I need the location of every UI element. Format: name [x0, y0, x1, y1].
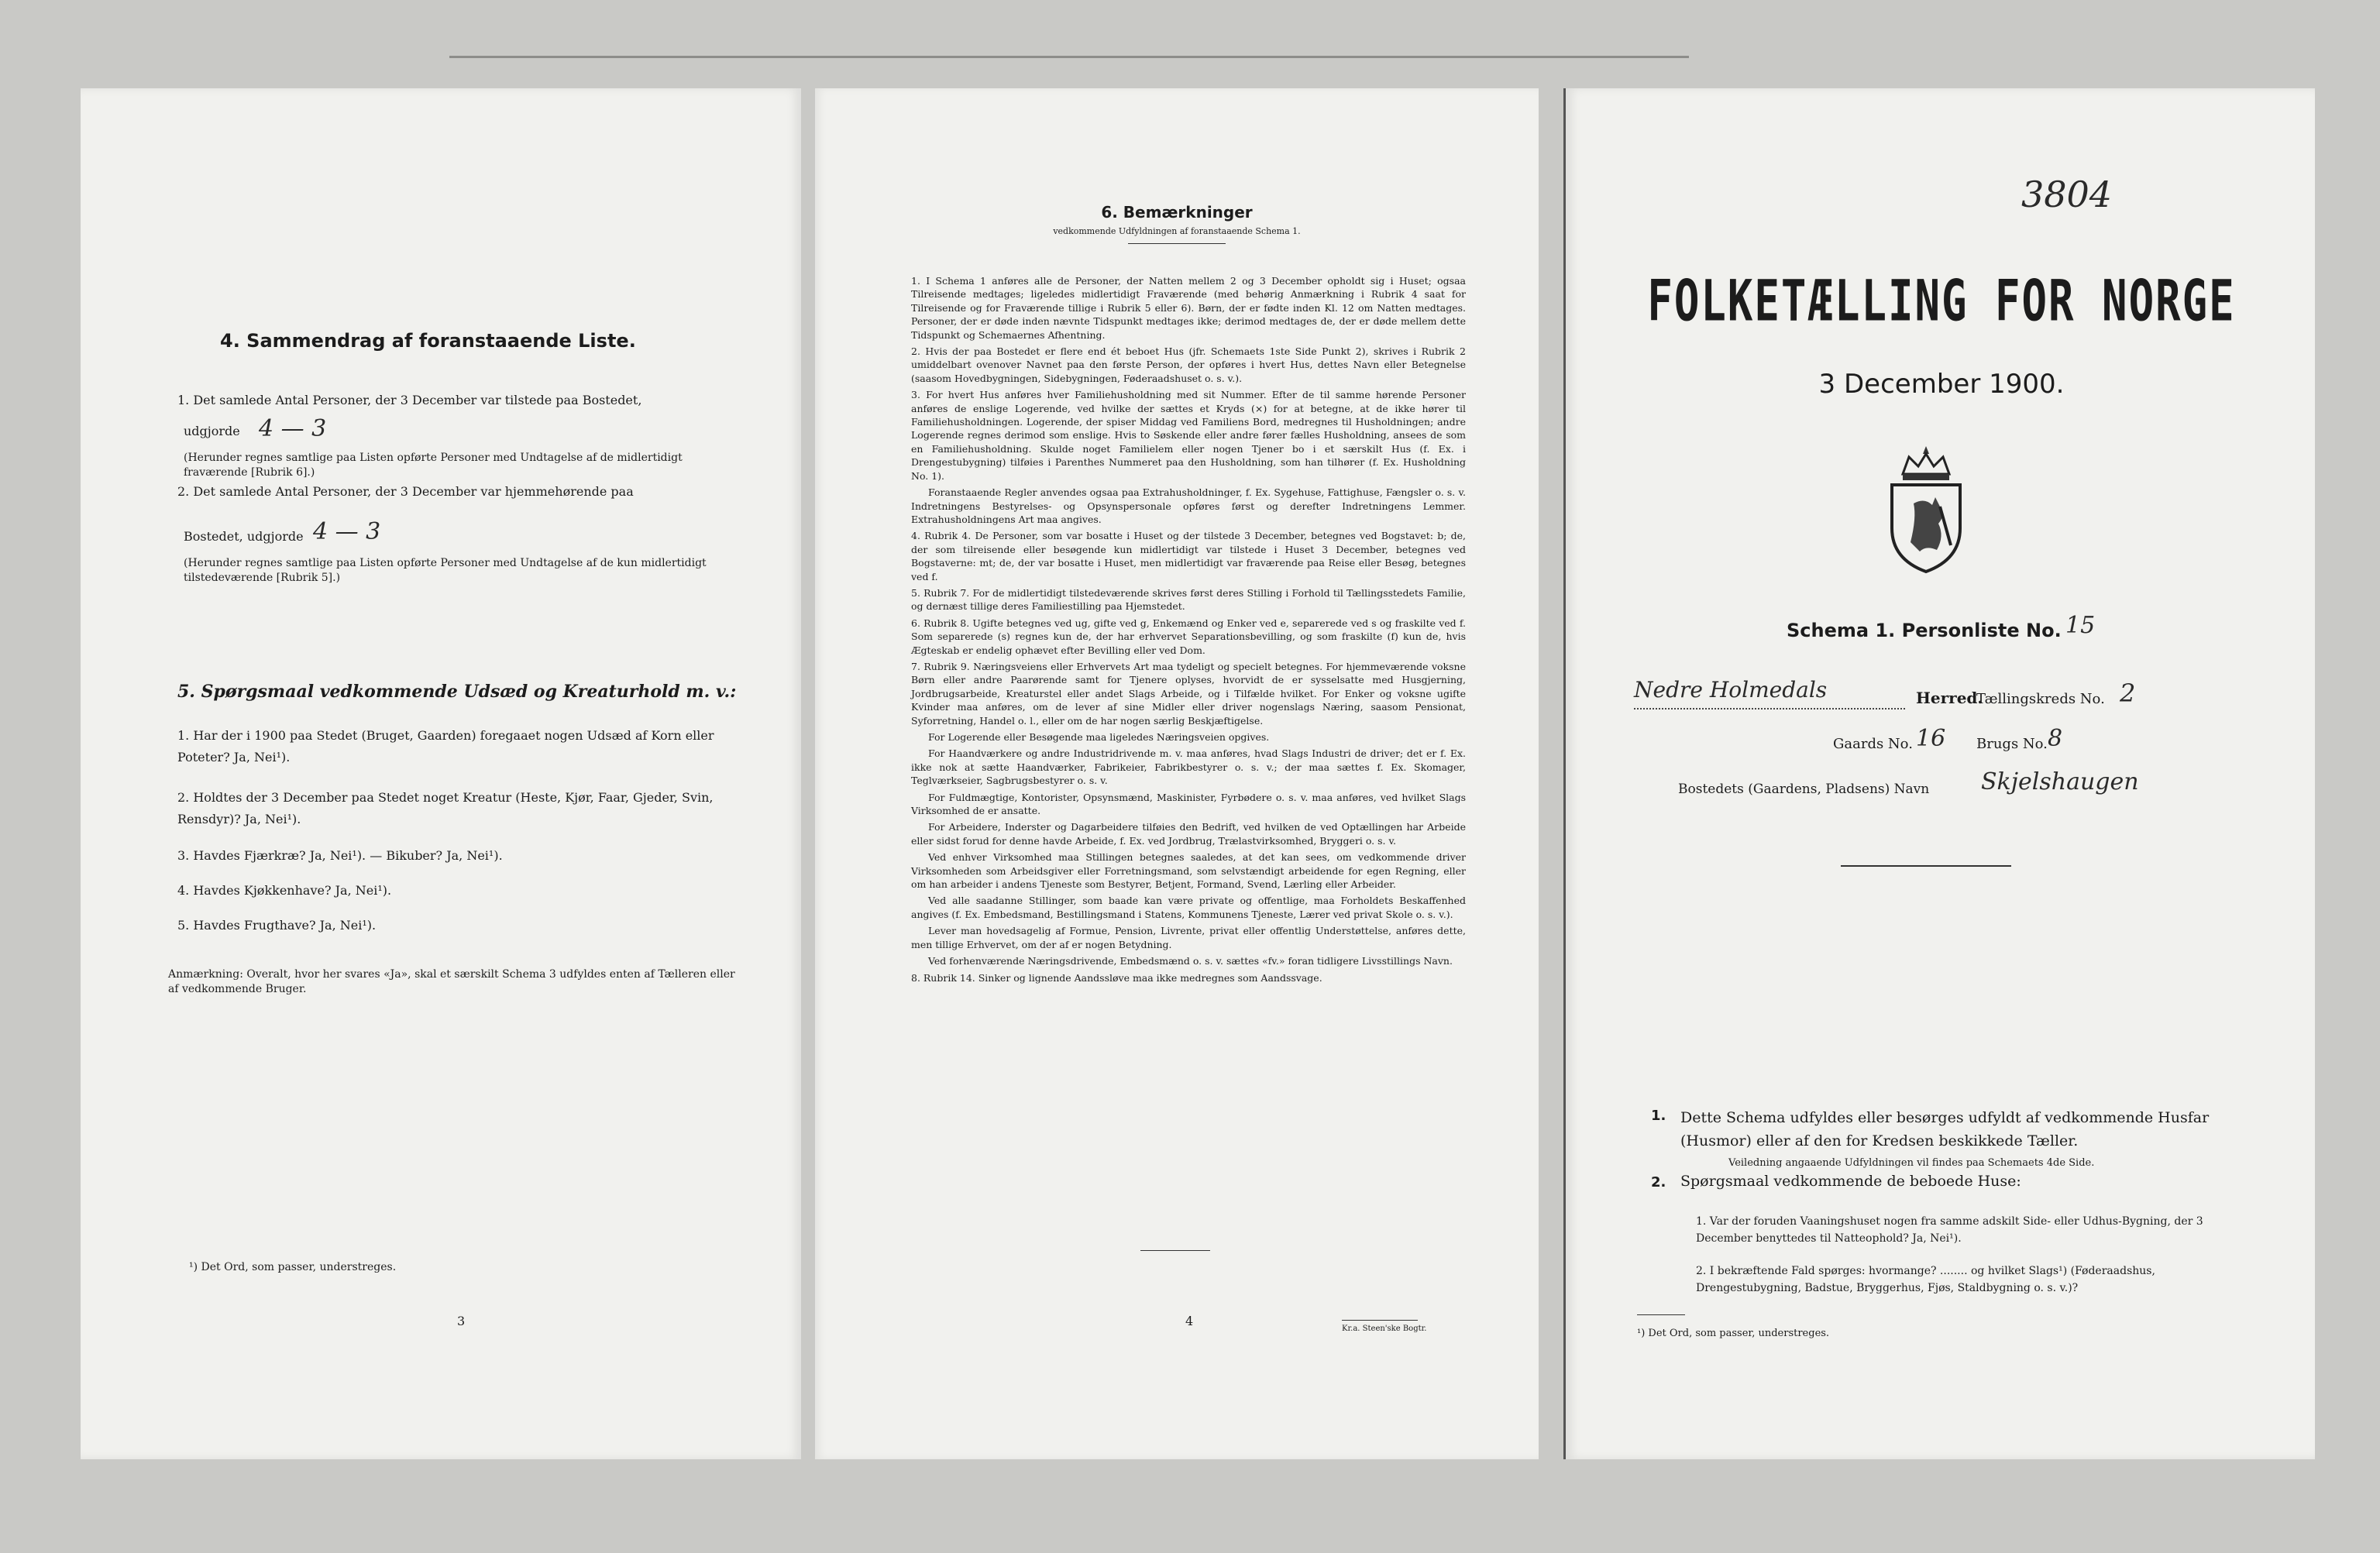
question-5: 5. Havdes Frugthave? Ja, Nei¹).: [177, 918, 377, 933]
printer-rule: [1342, 1320, 1418, 1321]
instr1-number: 1.: [1651, 1108, 1666, 1124]
kreds-value: 2: [2120, 679, 2136, 708]
question-1: 1. Har der i 1900 paa Stedet (Bruget, Gaarden) foregaaet nogen Udsæd af Korn eller Poteter? Ja, Nei¹).: [177, 728, 714, 764]
remark-paragraph: 1. I Schema 1 anføres alle de Personer, der Natten mellem 2 og 3 December opholdt sig i Huset; ogsaa Tilreisende medtages; ligeledes midlertidigt Fraværende (med behørig Anmærkning i Rubrik 4 saat for Tilreisende og for Fraværende tillige i Rubrik 5 eller 6). Børn, der er fødte inden Kl. 12 om Natten medtages. Personer, der er døde inden nævnte Tidspunkt medtages ikke; derimod medtages de, der er døde mellem dette Tidspunkt og Schemaernes Afhentning.: [911, 275, 1466, 341]
herred-line: [1634, 708, 1905, 710]
right-page: [1563, 88, 2315, 1459]
remark-paragraph: For Arbeidere, Inderster og Dagarbeidere tilføies den Bedrift, ved hvilken de ved Optællingen har Arbeide eller sidst forud for denne havde Arbeide, f. Ex. ved Jordbrug, Trælastvirksomhed, Bryggeri o. s. v.: [911, 821, 1466, 847]
herred-label: Herred.: [1916, 689, 1983, 707]
remark-paragraph: 4. Rubrik 4. De Personer, som var bosatte i Huset og der tilstede 3 December, betegnes ved Bogstavet: b; de, der som tilreisende eller besøgende kun midlertidigt var tilstede i Huset 3 December, betegnes ved Bogstaverne: mt; de, der var bosatte i Huset, men midlertidigt var fraværende paa Reise eller Besøg, betegnes ved f.: [911, 530, 1466, 582]
remark-paragraph: Ved enhver Virksomhed maa Stillingen betegnes saaledes, at det kan sees, om vedkommende driver Virksomheden som Arbeidsgiver eller Forretningsmand, som selvstændigt arbeidende for egen Regning, eller om han arbeider i andens Tjeneste som Bestyrer, Betjent, Formand, Svend, Lærling eller Arbeider.: [911, 851, 1466, 891]
footnote: ¹) Det Ord, som passer, understreges.: [1637, 1328, 1830, 1339]
remark-paragraph: Ved forhenværende Næringsdrivende, Embedsmænd o. s. v. sættes «fv.» foran tidligere Livsstillings Navn.: [928, 955, 1453, 967]
remark-paragraph: 2. Hvis der paa Bostedet er flere end ét beboet Hus (jfr. Schemaets 1ste Side Punkt 2), skrives i Rubrik 2 umiddelbart ovenover Navnet paa den første Person, der opføres i hvert Hus, dettes Navn eller Betegnelse (saasom Hovedbygningen, Sidebygningen, Føderaadshuset o. s. v.).: [911, 345, 1466, 384]
end-rule: [1140, 1250, 1210, 1251]
remarks-title: 6. Bemærkninger: [1101, 203, 1253, 222]
remark-paragraph: 8. Rubrik 14. Sinker og lignende Aandssløve maa ikke medregnes som Aandssvage.: [911, 971, 1322, 984]
footnote-rule: [1637, 1314, 1685, 1315]
section5-title: 5. Spørgsmaal vedkommende Udsæd og Kreaturhold m. v.:: [177, 682, 737, 702]
remark-paragraph: Lever man hovedsagelig af Formue, Pension, Livrente, privat eller offentlig Understøttelse, anføres dette, men tillige Erhvervet, om der af er nogen Betydning.: [911, 925, 1466, 950]
herred-value: Nedre Holmedals: [1634, 677, 1828, 703]
footnote: ¹) Det Ord, som passer, understreges.: [189, 1261, 397, 1273]
schema-label: Schema 1. Personliste No.: [1787, 620, 2062, 641]
instr2-number: 2.: [1651, 1174, 1666, 1191]
instr1-note: Veiledning angaaende Udfyldningen vil findes paa Schemaets 4de Side.: [1728, 1157, 2095, 1169]
instr2-text: Spørgsmaal vedkommende de beboede Huse:: [1680, 1173, 2021, 1190]
main-title: FOLKETÆLLING FOR NORGE: [1647, 268, 2236, 335]
title-rule: [1128, 243, 1226, 244]
remark-paragraph: 3. For hvert Hus anføres hver Familiehusholdning med sit Nummer. Efter de til samme hørende Personer anføres de enslige Logerende, ved hvilke der sættes et Kryds (×) for at betegne, at de ikke hører til Familiehusholdningen. Logerende, der spiser Middag ved Familiens Bord, medregnes til Husholdningen; andre Logerende regnes derimod som enslige. Hvis to Søskende eller andre fører fælles Husholdning, ansees de som en Familiehusholdning. Skulde noget Familielem eller nogen Tjener bo i et særskilt Hus (f. Ex. i Drengestubygning) tilføies i Parenthes Nummeret paa den Husholdning, som han tilhører (f. Ex. Husholdning No. 1).: [911, 389, 1466, 482]
remarks-list: [911, 274, 1466, 988]
page-number: 3: [457, 1314, 466, 1328]
left-page: [81, 88, 801, 1459]
scan-edge: [449, 56, 1689, 58]
question-sub1: 1. Var der foruden Vaaningshuset nogen fra samme adskilt Side- eller Udhus-Bygning, der 3 December benyttedes til Natteophold? Ja, Nei¹).: [1696, 1215, 2203, 1245]
kreds-label: Tællingskreds No.: [1976, 691, 2105, 707]
remark-paragraph: 6. Rubrik 8. Ugifte betegnes ved ug, gifte ved g, Enkemænd og Enker ved e, separerede ved s og fraskilte ved f. Som separerede (s) regnes kun de, der har erhvervet Separationsbevilling, og som fraskilte (f) kun de, hvis Ægteskab er endelig ophævet efter Bevilling eller ved Dom.: [911, 617, 1466, 656]
remark-paragraph: For Logerende eller Besøgende maa ligeledes Næringsveien opgives.: [928, 731, 1270, 743]
item2-line: 2. Det samlede Antal Personer, der 3 December var hjemmehørende paa: [177, 484, 634, 499]
item1-label: udgjorde: [184, 424, 240, 438]
brugs-label: Brugs No.: [1976, 736, 2048, 752]
remark-paragraph: Ved alle saadanne Stillinger, som baade kan være private og offentlige, maa Forholdets Beskaffenhed angives (f. Ex. Embedsmand, Bestillingsmand i Statens, Kommunens Tjeneste, Lærer ved privat Skole o. s. v.).: [911, 895, 1466, 920]
question-sub2: 2. I bekræftende Fald spørges: hvormange? ........ og hvilket Slags¹) (Føderaadshus, Drengestubygning, Badstue, Bryggerhus, Fjøs, Staldbygning o. s. v.)?: [1696, 1265, 2155, 1294]
item2-value: 4 — 3: [313, 518, 381, 545]
item1-value: 4 — 3: [259, 415, 327, 442]
printer-mark: Kr.a. Steen'ske Bogtr.: [1342, 1325, 1427, 1333]
coat-of-arms: [1880, 443, 1972, 575]
item2-label: Bostedet, udgjorde: [184, 529, 304, 544]
bosted-value: Skjelshaugen: [1981, 768, 2139, 795]
item1-note: (Herunder regnes samtlige paa Listen opførte Personer med Undtagelse af de midlertidigt fraværende [Rubrik 6].): [184, 452, 683, 479]
question-4: 4. Havdes Kjøkkenhave? Ja, Nei¹).: [177, 883, 392, 898]
annotation: Anmærkning: Overalt, hvor her svares «Ja», skal et særskilt Schema 3 udfyldes enten af Tælleren eller af vedkommende Bruger.: [168, 968, 735, 995]
instr1-text: Dette Schema udfyldes eller besørges udfyldt af vedkommende Husfar (Husmor) eller af den for Kredsen beskikkede Tæller.: [1680, 1109, 2210, 1149]
question-2: 2. Holdtes der 3 December paa Stedet noget Kreatur (Heste, Kjør, Faar, Gjeder, Svin, Rensdyr)? Ja, Nei¹).: [177, 790, 714, 826]
divider: [1841, 865, 2011, 867]
remark-paragraph: 5. Rubrik 7. For de midlertidigt tilstedeværende skrives først deres Stilling i Forhold til Tællingsstedets Familie, og dernæst tillige deres Familiestilling paa Hjemstedet.: [911, 586, 1466, 613]
question-3: 3. Havdes Fjærkræ? Ja, Nei¹). — Bikuber? Ja, Nei¹).: [177, 848, 503, 863]
section4-title: 4. Sammendrag af foranstaaende Liste.: [220, 330, 636, 352]
item2-note: (Herunder regnes samtlige paa Listen opførte Personer med Undtagelse af de kun midlertidigt tilstedeværende [Rubrik 5].): [184, 557, 707, 584]
census-date: 3 December 1900.: [1818, 369, 2065, 400]
page-number: 4: [1185, 1314, 1194, 1328]
item1-line: 1. Det samlede Antal Personer, der 3 December var tilstede paa Bostedet,: [177, 393, 642, 407]
remark-paragraph: 7. Rubrik 9. Næringsveiens eller Erhvervets Art maa tydeligt og specielt betegnes. For hjemmeværende voksne Børn eller andre Paarørende samt for Tjenere oplyses, hvorvidt de er sysselsatte med Husgjerning, Jordbrugsarbeide, Kreaturstel eller andet Slags Arbeide, og i Tilfælde hvilket. For Enker og voksne ugifte Kvinder maa anføres, om de lever af sine Midler eller driver nogenslags Næring, saasom Pensionat, Syforretning, Handel o. l., eller om de har nogen særlig Beskjæftigelse.: [911, 660, 1466, 727]
middle-page: [815, 88, 1539, 1459]
remarks-subtitle: vedkommende Udfyldningen af foranstaaende Schema 1.: [1053, 226, 1301, 236]
gaards-label: Gaards No.: [1833, 736, 1913, 752]
bosted-label: Bostedets (Gaardens, Pladsens) Navn: [1678, 782, 1930, 797]
brugs-value: 8: [2048, 725, 2063, 752]
gaards-value: 16: [1916, 725, 1946, 752]
archive-number: 3804: [2021, 174, 2113, 215]
remark-paragraph: Foranstaaende Regler anvendes ogsaa paa Extrahusholdninger, f. Ex. Sygehuse, Fattighuse, Fængsler o. s. v. Indretningens Bestyrelses- og Opsynspersonale opføres først og derefter Indretningens Lemmer. Extrahusholdningens Art maa angives.: [911, 486, 1466, 525]
schema-value: 15: [2065, 612, 2096, 639]
remark-paragraph: For Fuldmægtige, Kontorister, Opsynsmænd, Maskinister, Fyrbødere o. s. v. maa anføres, ved hvilket Slags Virksomhed de er ansatte.: [911, 791, 1466, 817]
remark-paragraph: For Haandværkere og andre Industridrivende m. v. maa anføres, hvad Slags Industri de driver; det er f. Ex. ikke nok at sætte Haandværker, Fabrikeier, Fabrikbestyrer o. s. v.; der maa sættes f. Ex. Skomager, Teglværkseier, Sagbrugsbestyrer o. s. v.: [911, 747, 1466, 787]
